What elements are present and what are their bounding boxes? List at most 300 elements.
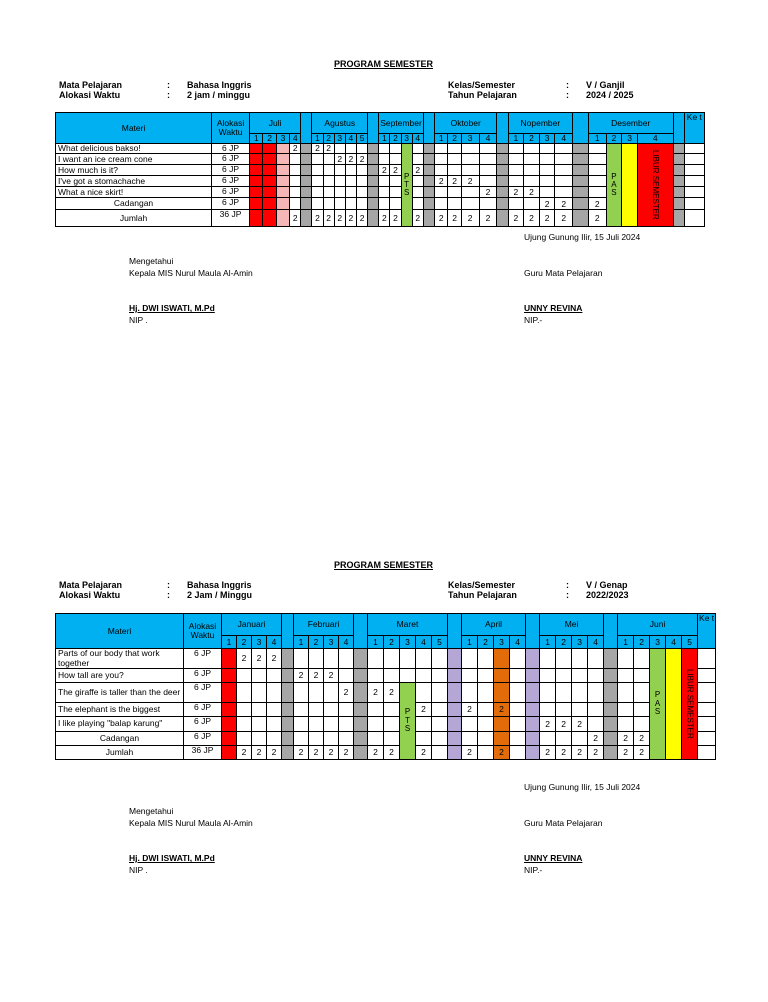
materi-cell: I want an ice cream cone: [56, 154, 212, 165]
week-number: 4: [666, 636, 682, 649]
jp-value: 2: [309, 746, 324, 760]
schedule-cell: [301, 176, 312, 187]
separator-cell: [573, 113, 589, 144]
materi-cell: How tall are you?: [56, 669, 184, 683]
schedule-cell: [479, 198, 497, 210]
schedule-cell: [588, 144, 606, 154]
schedule-cell: [384, 649, 400, 669]
schedule-cell: [494, 669, 510, 683]
kepala-name: Hj. DWI ISWATI, M.Pd: [129, 853, 215, 863]
keterangan-header: Ke t: [684, 113, 704, 144]
schedule-cell: [539, 154, 555, 165]
schedule-cell: [252, 669, 267, 683]
month-header: Juni: [618, 614, 698, 636]
schedule-cell: [556, 683, 572, 703]
schedule-cell: [368, 154, 379, 165]
separator-cell: [423, 113, 434, 144]
week-number: 2: [478, 636, 494, 649]
libur-semester-cell: [682, 649, 698, 760]
jp-value: 2: [588, 210, 606, 227]
table-row: [56, 683, 716, 703]
schedule-cell: [494, 717, 510, 732]
schedule-cell: [494, 732, 510, 746]
week-number: 1: [222, 636, 237, 649]
schedule-cell: [604, 703, 618, 717]
week-number: 4: [555, 134, 573, 144]
schedule-cell: [604, 717, 618, 732]
schedule-cell: [432, 683, 448, 703]
week-number: 3: [650, 636, 666, 649]
week-number: 3: [334, 134, 345, 144]
schedule-cell: [345, 165, 356, 176]
jp-value: 2: [252, 649, 267, 669]
schedule-cell: [588, 176, 606, 187]
month-header: Desember: [588, 113, 673, 134]
schedule-cell: [448, 154, 461, 165]
materi-cell: What delicious bakso!: [56, 144, 212, 154]
schedule-cell: [368, 210, 379, 227]
schedule-cell: [423, 210, 434, 227]
materi-cell: Parts of our body that work together: [56, 649, 184, 669]
schedule-cell: [339, 669, 354, 683]
schedule-cell: [588, 165, 606, 176]
schedule-cell: [416, 683, 432, 703]
schedule-cell: [252, 683, 267, 703]
schedule-cell: [334, 187, 345, 198]
jp-value: 2: [267, 746, 282, 760]
schedule-cell: [698, 683, 716, 703]
jp-value: 2: [390, 165, 401, 176]
alokasi-cell: 6 JP: [212, 144, 250, 154]
schedule-cell: [432, 717, 448, 732]
schedule-cell: [478, 683, 494, 703]
schedule-cell: [356, 187, 367, 198]
schedule-cell: [263, 176, 276, 187]
jp-value: 2: [356, 210, 367, 227]
schedule-cell: [573, 154, 589, 165]
guru-nip: NIP.-: [524, 315, 543, 325]
schedule-cell: [448, 198, 461, 210]
pts-cell-text: P T S: [403, 171, 410, 198]
colon: :: [167, 580, 170, 590]
jp-value: 2: [618, 732, 634, 746]
schedule-cell: [323, 198, 334, 210]
schedule-cell: [604, 669, 618, 683]
kepala-title: Kepala MIS Nurul Maula Al-Amin: [129, 818, 253, 828]
schedule-cell: [384, 669, 400, 683]
jp-value: 2: [448, 210, 461, 227]
tahun-label: Tahun Pelajaran: [448, 590, 517, 600]
schedule-cell: [634, 717, 650, 732]
month-header: Maret: [368, 614, 448, 636]
separator-cell: [354, 614, 368, 649]
schedule-cell: [423, 187, 434, 198]
week-number: 3: [461, 134, 479, 144]
schedule-cell: [354, 669, 368, 683]
schedule-cell: [423, 165, 434, 176]
schedule-cell: [276, 154, 289, 165]
schedule-cell: [390, 187, 401, 198]
schedule-cell: [354, 649, 368, 669]
libur-semester-cell-text: LIBUR SEMESTER: [685, 669, 695, 739]
schedule-cell: [573, 198, 589, 210]
schedule-cell: [540, 732, 556, 746]
schedule-cell: [555, 187, 573, 198]
jp-value: 2: [312, 210, 323, 227]
schedule-cell: [526, 732, 540, 746]
table-row: [56, 732, 716, 746]
schedule-cell: [276, 210, 289, 227]
schedule-cell: [673, 144, 684, 154]
schedule-cell: [345, 187, 356, 198]
week-number: 4: [479, 134, 497, 144]
separator-cell: [497, 113, 508, 144]
pas-cell: [650, 649, 666, 760]
jp-value: 2: [461, 210, 479, 227]
week-number: 4: [345, 134, 356, 144]
jp-value: 2: [252, 746, 267, 760]
jumlah-jp: 36 JP: [212, 210, 250, 227]
schedule-cell: [339, 703, 354, 717]
schedule-cell: [309, 717, 324, 732]
schedule-cell: [673, 187, 684, 198]
schedule-cell: [276, 198, 289, 210]
schedule-cell: [572, 703, 588, 717]
schedule-cell: [508, 165, 524, 176]
schedule-cell: [354, 732, 368, 746]
schedule-cell: [572, 732, 588, 746]
alokasi-cell: 6 JP: [212, 165, 250, 176]
schedule-cell: [312, 165, 323, 176]
kelas-value: V / Genap: [586, 580, 628, 590]
schedule-cell: [276, 165, 289, 176]
alokasi-value: 2 jam / minggu: [187, 90, 251, 100]
pts-cell: [400, 683, 416, 760]
schedule-cell: [462, 717, 478, 732]
schedule-cell: [390, 176, 401, 187]
jp-value: 2: [324, 746, 339, 760]
jp-value: 2: [237, 746, 252, 760]
schedule-cell: [416, 669, 432, 683]
week-number: 4: [510, 636, 526, 649]
schedule-cell: [539, 144, 555, 154]
schedule-cell: [526, 703, 540, 717]
mengetahui-text: Mengetahui: [129, 806, 174, 816]
week-number: 3: [539, 134, 555, 144]
week-number: 4: [412, 134, 423, 144]
schedule-cell: [510, 649, 526, 669]
schedule-cell: [539, 165, 555, 176]
separator-cell: [448, 614, 462, 649]
schedule-cell: [435, 198, 448, 210]
alokasi-header: Alokasi Waktu: [212, 113, 250, 144]
schedule-cell: [432, 669, 448, 683]
schedule-cell: [497, 187, 508, 198]
alokasi-cell: 6 JP: [184, 703, 222, 717]
schedule-cell: [539, 187, 555, 198]
week-number: 4: [339, 636, 354, 649]
schedule-cell: [448, 144, 461, 154]
schedule-cell: [461, 198, 479, 210]
schedule-cell: [416, 717, 432, 732]
schedule-cell: [356, 144, 367, 154]
schedule-cell: [354, 683, 368, 703]
jp-value: 2: [412, 165, 423, 176]
schedule-cell: [634, 703, 650, 717]
schedule-cell: [379, 187, 390, 198]
schedule-cell: [698, 732, 716, 746]
jp-value: 2: [339, 746, 354, 760]
alokasi-label: Alokasi Waktu: [59, 90, 121, 100]
schedule-cell: [400, 649, 416, 669]
schedule-cell: [448, 683, 462, 703]
schedule-cell: [673, 198, 684, 210]
jp-value: 2: [448, 176, 461, 187]
schedule-cell: [267, 732, 282, 746]
schedule-cell: [555, 165, 573, 176]
materi-header: Materi: [56, 113, 212, 144]
schedule-cell: [423, 176, 434, 187]
jp-value: 2: [323, 210, 334, 227]
jp-value: 2: [572, 746, 588, 760]
week-number: 2: [556, 636, 572, 649]
schedule-cell: [673, 176, 684, 187]
schedule-cell: [324, 703, 339, 717]
kelas-label: Kelas/Semester: [448, 580, 516, 590]
alokasi-cell: 6 JP: [212, 198, 250, 210]
schedule-cell: [379, 154, 390, 165]
alokasi-cell: 6 JP: [212, 176, 250, 187]
kepala-name: Hj. DWI ISWATI, M.Pd: [129, 303, 215, 313]
month-header: Nopember: [508, 113, 573, 134]
schedule-cell: [339, 732, 354, 746]
schedule-cell: [250, 198, 263, 210]
jp-value: 2: [462, 703, 478, 717]
schedule-cell: [237, 732, 252, 746]
schedule-cell: [301, 165, 312, 176]
mapel-label: Mata Pelajaran: [59, 80, 123, 90]
schedule-cell: [290, 165, 301, 176]
jumlah-label: Jumlah: [56, 210, 212, 227]
schedule-cell: [237, 703, 252, 717]
materi-cell: Cadangan: [56, 732, 184, 746]
schedule-cell: [263, 187, 276, 198]
schedule-cell: [250, 154, 263, 165]
schedule-cell: [508, 144, 524, 154]
schedule-cell: [573, 210, 589, 227]
kepala-nip: NIP .: [129, 315, 148, 325]
schedule-cell: [290, 154, 301, 165]
month-header: Februari: [294, 614, 354, 636]
schedule-cell: [510, 717, 526, 732]
schedule-table-ganjil: [55, 112, 705, 227]
month-header: Agustus: [312, 113, 368, 134]
kepala-nip: NIP .: [129, 865, 148, 875]
kelas-value: V / Ganjil: [586, 80, 625, 90]
jp-value: 2: [384, 683, 400, 703]
schedule-cell: [250, 144, 263, 154]
schedule-cell: [412, 144, 423, 154]
schedule-cell: [448, 187, 461, 198]
week-number: 3: [572, 636, 588, 649]
table-row: [56, 144, 705, 154]
schedule-cell: [356, 198, 367, 210]
schedule-cell: [368, 187, 379, 198]
schedule-cell: [573, 144, 589, 154]
schedule-cell: [479, 165, 497, 176]
week-number: 3: [324, 636, 339, 649]
alokasi-cell: 6 JP: [184, 683, 222, 703]
schedule-cell: [526, 717, 540, 732]
jp-value: 2: [588, 198, 606, 210]
separator-cell: [301, 113, 312, 144]
schedule-cell: [588, 683, 604, 703]
week-number: 3: [276, 134, 289, 144]
schedule-cell: [684, 210, 704, 227]
schedule-cell: [345, 198, 356, 210]
schedule-cell: [540, 649, 556, 669]
schedule-cell: [276, 144, 289, 154]
separator-cell: [604, 614, 618, 649]
schedule-cell: [368, 165, 379, 176]
schedule-cell: [448, 165, 461, 176]
schedule-cell: [282, 683, 294, 703]
schedule-cell: [673, 210, 684, 227]
jp-value: 2: [540, 717, 556, 732]
guru-nip: NIP.-: [524, 865, 543, 875]
pas-cell-text: P A S: [654, 690, 661, 717]
guru-title: Guru Mata Pelajaran: [524, 818, 603, 828]
page-title-ganjil: PROGRAM SEMESTER: [334, 59, 434, 69]
schedule-cell: [435, 187, 448, 198]
jp-value: 2: [524, 210, 540, 227]
schedule-cell: [478, 703, 494, 717]
schedule-cell: [479, 154, 497, 165]
schedule-cell: [573, 165, 589, 176]
jp-value: 2: [267, 649, 282, 669]
week-number: 2: [237, 636, 252, 649]
schedule-cell: [556, 669, 572, 683]
schedule-cell: [267, 703, 282, 717]
schedule-cell: [282, 746, 294, 760]
schedule-cell: [684, 144, 704, 154]
schedule-cell: [301, 210, 312, 227]
alokasi-value: 2 Jam / Minggu: [187, 590, 253, 600]
jp-value: 2: [540, 746, 556, 760]
jp-value: 2: [334, 154, 345, 165]
schedule-cell: [588, 703, 604, 717]
schedule-cell: [334, 165, 345, 176]
schedule-cell: [301, 144, 312, 154]
schedule-cell: [368, 669, 384, 683]
schedule-cell: [390, 198, 401, 210]
jp-value: 2: [479, 210, 497, 227]
schedule-cell: [282, 649, 294, 669]
schedule-cell: [494, 649, 510, 669]
schedule-cell: [276, 176, 289, 187]
schedule-table-genap: [55, 613, 716, 760]
guru-name: UNNY REVINA: [524, 303, 583, 313]
schedule-cell: [282, 703, 294, 717]
jp-value: 2: [508, 210, 524, 227]
week-number: 5: [356, 134, 367, 144]
schedule-cell: [508, 198, 524, 210]
week-number: 2: [390, 134, 401, 144]
colon: :: [167, 80, 170, 90]
schedule-cell: [540, 669, 556, 683]
schedule-cell: [368, 649, 384, 669]
schedule-cell: [368, 144, 379, 154]
schedule-cell: [497, 154, 508, 165]
alokasi-cell: 6 JP: [184, 717, 222, 732]
schedule-cell: [524, 165, 540, 176]
schedule-cell: [294, 717, 309, 732]
jp-value: 2: [379, 210, 390, 227]
schedule-cell: [634, 669, 650, 683]
week-number: 2: [634, 636, 650, 649]
schedule-cell: [263, 198, 276, 210]
schedule-cell: [604, 746, 618, 760]
schedule-cell: [368, 732, 384, 746]
schedule-cell: [263, 210, 276, 227]
schedule-cell: [334, 144, 345, 154]
schedule-cell: [698, 746, 716, 760]
schedule-cell: [324, 683, 339, 703]
schedule-cell: [698, 703, 716, 717]
schedule-cell: [294, 649, 309, 669]
colon: :: [566, 590, 569, 600]
schedule-cell: [368, 703, 384, 717]
schedule-cell: [312, 176, 323, 187]
jumlah-jp: 36 JP: [184, 746, 222, 760]
schedule-cell: [497, 198, 508, 210]
week-number: 3: [252, 636, 267, 649]
tahun-value: 2024 / 2025: [586, 90, 634, 100]
jp-value: 2: [556, 717, 572, 732]
schedule-cell: [673, 154, 684, 165]
colon: :: [566, 90, 569, 100]
schedule-cell: [267, 683, 282, 703]
month-header: Oktober: [435, 113, 497, 134]
schedule-cell: [634, 683, 650, 703]
separator-cell: [526, 614, 540, 649]
schedule-cell: [290, 187, 301, 198]
schedule-cell: [510, 746, 526, 760]
week-number: 1: [462, 636, 478, 649]
schedule-cell: [604, 732, 618, 746]
schedule-cell: [250, 176, 263, 187]
week-number: 4: [290, 134, 301, 144]
table-row: [56, 649, 716, 669]
schedule-cell: [684, 176, 704, 187]
month-header: September: [379, 113, 424, 134]
schedule-cell: [237, 683, 252, 703]
schedule-cell: [379, 176, 390, 187]
jp-value: 2: [290, 210, 301, 227]
schedule-cell: [294, 683, 309, 703]
schedule-cell: [478, 649, 494, 669]
schedule-cell: [494, 683, 510, 703]
schedule-cell: [222, 703, 237, 717]
week-number: 2: [323, 134, 334, 144]
week-number: 4: [416, 636, 432, 649]
colon: :: [167, 90, 170, 100]
schedule-cell: [448, 669, 462, 683]
jp-value: 2: [237, 649, 252, 669]
schedule-cell: [510, 669, 526, 683]
schedule-cell: [539, 176, 555, 187]
materi-cell: How much is it?: [56, 165, 212, 176]
